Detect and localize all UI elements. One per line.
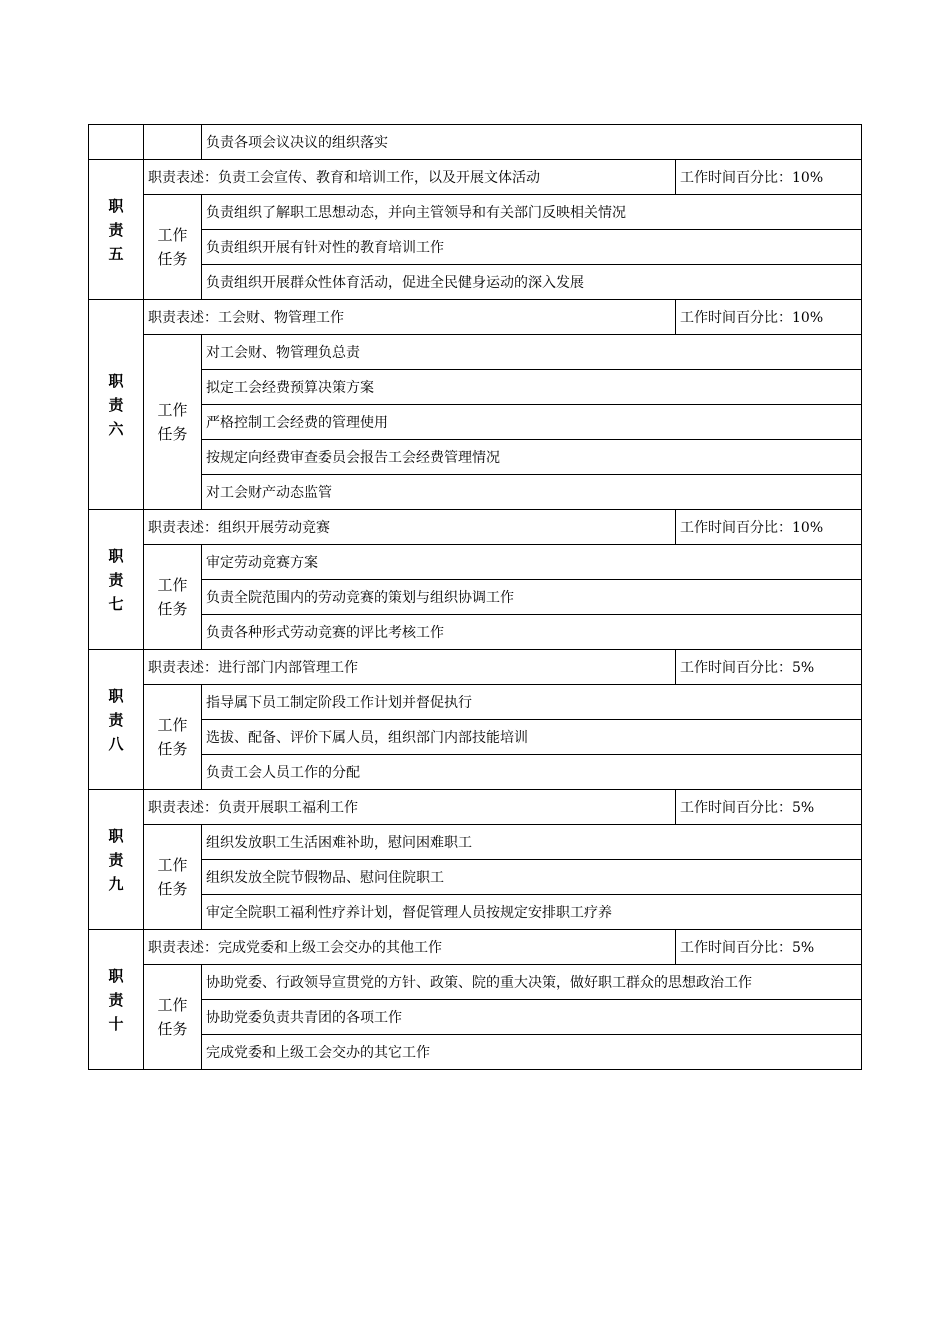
task-label-line: 任务 — [157, 425, 188, 443]
table-row — [89, 265, 862, 300]
duty-number-char: 责 — [108, 710, 124, 729]
task-label-line: 工作 — [157, 716, 188, 734]
duty-number-char: 六 — [108, 419, 124, 438]
duty-header-row — [89, 930, 862, 965]
task-label — [144, 335, 202, 510]
task-label-line: 任务 — [157, 600, 188, 618]
table-row — [89, 755, 862, 790]
duty-number — [89, 300, 144, 510]
task-item: 负责各项会议决议的组织落实 — [202, 125, 862, 160]
task-label — [144, 545, 202, 650]
task-label-line: 工作 — [157, 401, 188, 419]
task-label-line: 任务 — [157, 880, 188, 898]
task-label — [144, 965, 202, 1070]
duty-header-row — [89, 160, 862, 195]
duty-number-char: 七 — [108, 594, 124, 613]
task-label — [144, 685, 202, 790]
table-row — [89, 825, 862, 860]
duty-number-char: 责 — [108, 570, 124, 589]
task-item: 组织发放职工生活困难补助，慰问困难职工 — [202, 825, 862, 860]
duty-number-char: 职 — [108, 196, 124, 215]
table-row — [89, 1000, 862, 1035]
task-item: 负责工会人员工作的分配 — [202, 755, 862, 790]
duty-number-char: 职 — [108, 371, 124, 390]
task-label-cell — [144, 125, 202, 160]
task-label-line: 工作 — [157, 576, 188, 594]
task-item: 对工会财产动态监管 — [202, 475, 862, 510]
duty-description: 职责表述：负责工会宣传、教育和培训工作，以及开展文体活动 — [144, 160, 676, 195]
task-item: 对工会财、物管理负总责 — [202, 335, 862, 370]
table-row — [89, 125, 862, 160]
task-item: 严格控制工会经费的管理使用 — [202, 405, 862, 440]
task-item: 完成党委和上级工会交办的其它工作 — [202, 1035, 862, 1070]
duty-number-char: 职 — [108, 686, 124, 705]
duty-number — [89, 160, 144, 300]
work-time-percentage: 工作时间百分比：10% — [676, 160, 862, 195]
table-row — [89, 580, 862, 615]
task-item: 拟定工会经费预算决策方案 — [202, 370, 862, 405]
work-time-percentage: 工作时间百分比：5% — [676, 930, 862, 965]
duty-header-row — [89, 790, 862, 825]
table-row — [89, 1035, 862, 1070]
table-row — [89, 335, 862, 370]
task-item: 负责组织开展有针对性的教育培训工作 — [202, 230, 862, 265]
task-label-line: 工作 — [157, 996, 188, 1014]
task-item: 协助党委负责共青团的各项工作 — [202, 1000, 862, 1035]
table-row — [89, 860, 862, 895]
duty-description: 职责表述：工会财、物管理工作 — [144, 300, 676, 335]
table-row — [89, 475, 862, 510]
table-row — [89, 615, 862, 650]
task-label-line: 任务 — [157, 1020, 188, 1038]
duty-number-char: 责 — [108, 395, 124, 414]
duty-number — [89, 790, 144, 930]
task-item: 选拔、配备、评价下属人员，组织部门内部技能培训 — [202, 720, 862, 755]
task-item: 协助党委、行政领导宣贯党的方针、政策、院的重大决策，做好职工群众的思想政治工作 — [202, 965, 862, 1000]
duty-number-char: 责 — [108, 990, 124, 1009]
task-item: 审定劳动竞赛方案 — [202, 545, 862, 580]
duty-table — [88, 124, 862, 1070]
duty-number-cell — [89, 125, 144, 160]
duty-number-char: 责 — [108, 850, 124, 869]
table-row — [89, 370, 862, 405]
table-row — [89, 440, 862, 475]
table-row — [89, 720, 862, 755]
duty-description: 职责表述：完成党委和上级工会交办的其他工作 — [144, 930, 676, 965]
duty-description: 职责表述：进行部门内部管理工作 — [144, 650, 676, 685]
task-item: 按规定向经费审查委员会报告工会经费管理情况 — [202, 440, 862, 475]
task-label — [144, 825, 202, 930]
duty-number-char: 八 — [108, 734, 124, 753]
duty-number-char: 九 — [108, 874, 124, 893]
duty-number — [89, 510, 144, 650]
duty-number-char: 五 — [108, 244, 124, 263]
duty-description: 职责表述：负责开展职工福利工作 — [144, 790, 676, 825]
task-item: 指导属下员工制定阶段工作计划并督促执行 — [202, 685, 862, 720]
duty-description: 职责表述：组织开展劳动竞赛 — [144, 510, 676, 545]
work-time-percentage: 工作时间百分比：10% — [676, 510, 862, 545]
duty-header-row — [89, 300, 862, 335]
table-row — [89, 895, 862, 930]
duty-number — [89, 650, 144, 790]
task-label-line: 任务 — [157, 740, 188, 758]
table-row — [89, 230, 862, 265]
task-item: 组织发放全院节假物品、慰问住院职工 — [202, 860, 862, 895]
task-item: 负责组织开展群众性体育活动，促进全民健身运动的深入发展 — [202, 265, 862, 300]
duty-number-char: 职 — [108, 966, 124, 985]
duty-number-char: 十 — [108, 1014, 124, 1033]
task-label — [144, 195, 202, 300]
table-row — [89, 195, 862, 230]
table-row — [89, 405, 862, 440]
duty-number — [89, 930, 144, 1070]
task-item: 负责全院范围内的劳动竞赛的策划与组织协调工作 — [202, 580, 862, 615]
work-time-percentage: 工作时间百分比：10% — [676, 300, 862, 335]
duty-number-char: 责 — [108, 220, 124, 239]
duty-header-row — [89, 510, 862, 545]
duty-number-char: 职 — [108, 546, 124, 565]
duty-number-char: 职 — [108, 826, 124, 845]
work-time-percentage: 工作时间百分比：5% — [676, 790, 862, 825]
table-row — [89, 545, 862, 580]
task-item: 负责组织了解职工思想动态，并向主管领导和有关部门反映相关情况 — [202, 195, 862, 230]
task-label-line: 工作 — [157, 856, 188, 874]
table-row — [89, 685, 862, 720]
table-row — [89, 965, 862, 1000]
task-label-line: 任务 — [157, 250, 188, 268]
task-item: 审定全院职工福利性疗养计划，督促管理人员按规定安排职工疗养 — [202, 895, 862, 930]
work-time-percentage: 工作时间百分比：5% — [676, 650, 862, 685]
duty-header-row — [89, 650, 862, 685]
task-item: 负责各种形式劳动竞赛的评比考核工作 — [202, 615, 862, 650]
task-label-line: 工作 — [157, 226, 188, 244]
